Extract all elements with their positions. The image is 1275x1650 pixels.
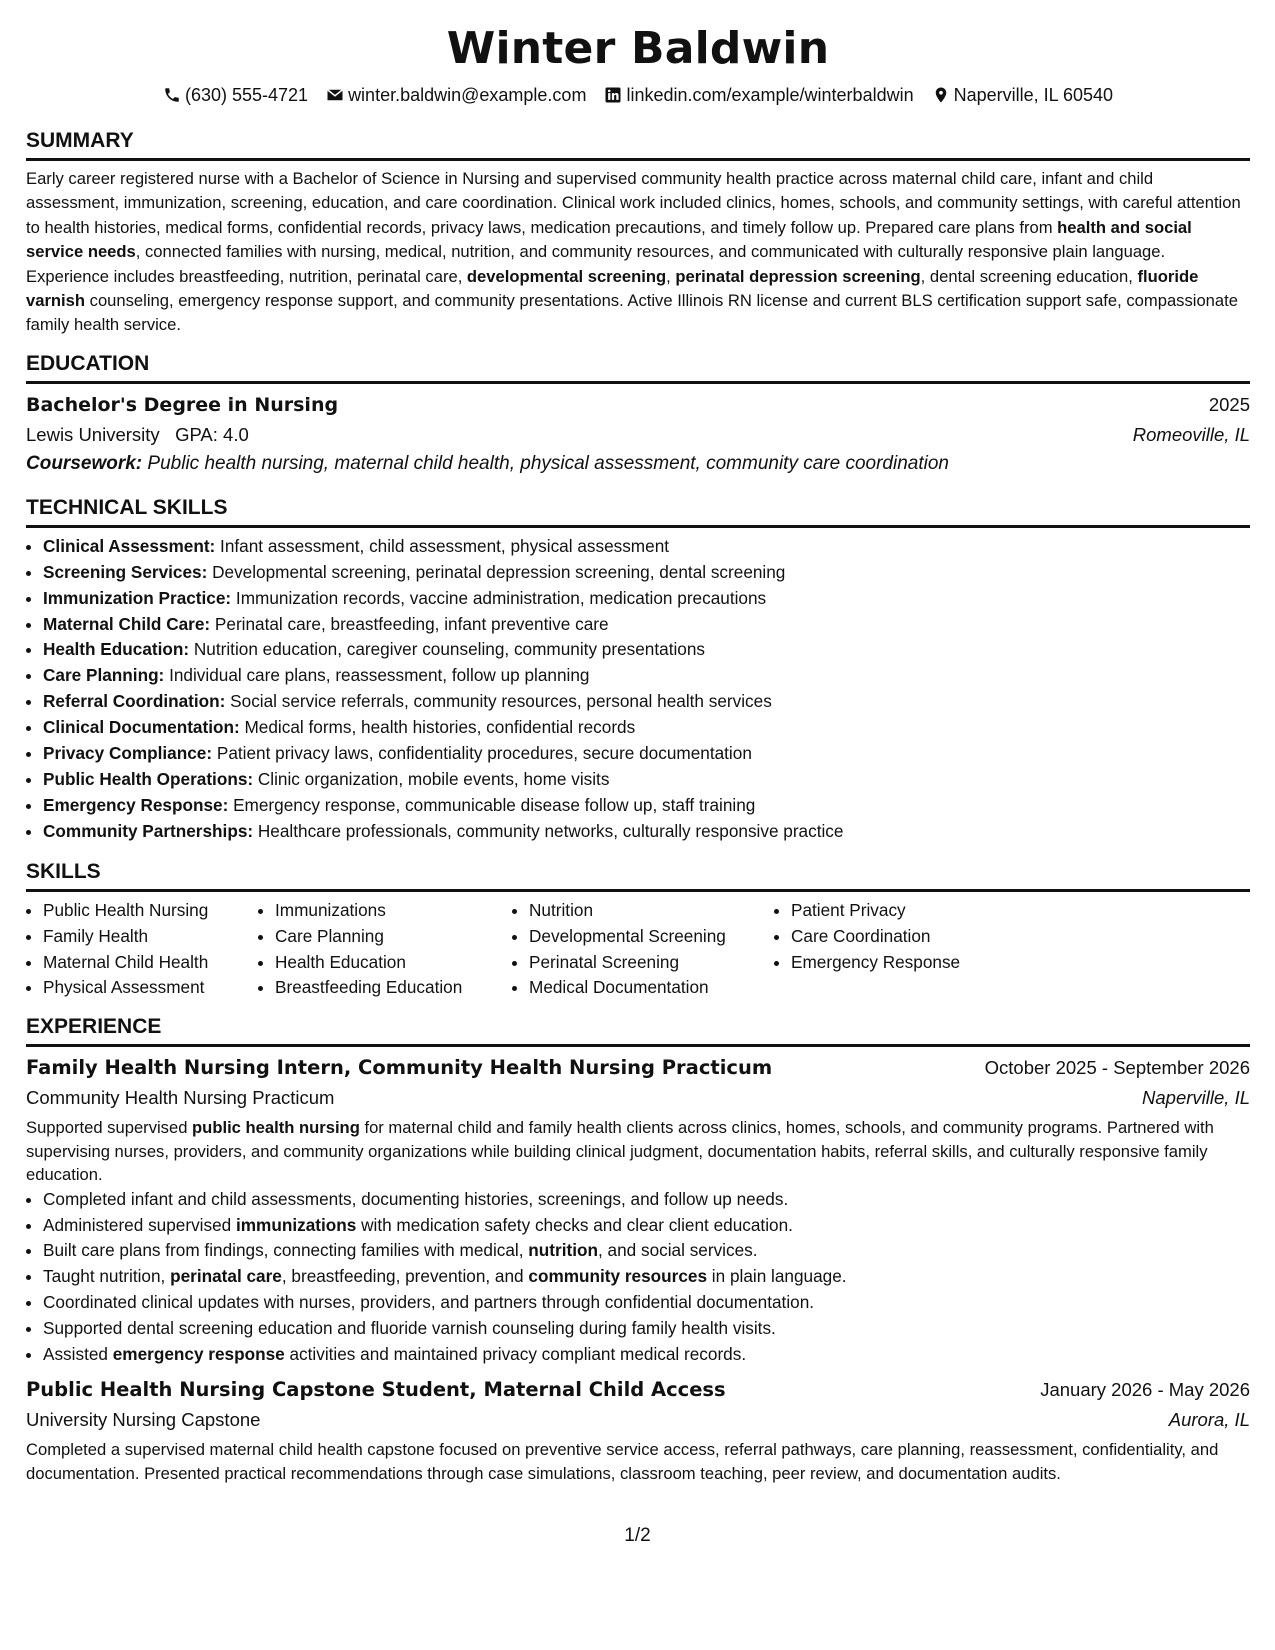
skill-item: • Breastfeeding Education xyxy=(275,975,512,1001)
resume-page xyxy=(26,18,1250,1485)
list-item: • Public Health Operations: Clinic organization, mobile events, home visits xyxy=(43,767,1250,793)
contact-bar xyxy=(26,82,1250,108)
summary-text: Early career registered nurse with a Bachelor of Science in Nursing and supervised community health practice across maternal child care, infant and child assessment, immunization, screening, education, and care coordination. Clinical work included clinics, homes, schools, and community settings, with careful attention to health histories, medical forms, confidential records, privacy laws, medication precautions, and timely follow up. Prepared care plans from health and social service needs, connected families with nursing, medical, nutrition, and community resources, and communicated with culturally responsive plain language. Experience includes breastfeeding, nutrition, perinatal care, developmental screening, perinatal depression screening, dental screening education, fluoride varnish counseling, emergency response support, and community presentations. Active Illinois RN license and current BLS certification support safe, compassionate family health service. xyxy=(26,169,1241,335)
list-item: • Community Partnerships: Healthcare professionals, community networks, culturally responsive practice xyxy=(43,819,1250,845)
list-item: • Immunization Practice: Immunization records, vaccine administration, medication precautions xyxy=(43,586,1250,612)
gpa: GPA: 4.0 xyxy=(175,423,249,445)
contact-location xyxy=(932,82,1113,108)
job-location: Naperville, IL xyxy=(1142,1087,1250,1109)
list-item: • Completed infant and child assessments, documenting histories, screenings, and follow up needs. xyxy=(43,1187,1250,1213)
school-name: Lewis University xyxy=(26,423,160,445)
technical-skills-heading: TECHNICAL SKILLS xyxy=(26,495,1250,528)
skill-item: • Public Health Nursing xyxy=(43,898,258,924)
page-number: 1/2 xyxy=(624,1525,651,1546)
phone-icon xyxy=(163,86,181,104)
job-dates: January 2026 - May 2026 xyxy=(1040,1379,1250,1401)
technical-skills-section xyxy=(26,495,1250,845)
job-entry-2 xyxy=(26,1375,1250,1485)
coursework: Coursework: Public health nursing, maternal child health, physical assessment, community care coordination xyxy=(26,452,949,474)
job-bullets xyxy=(26,1187,1250,1368)
skills-column-4 xyxy=(774,898,1051,1002)
list-item: • Supported dental screening education and fluoride varnish counseling during family health visits. xyxy=(43,1316,1250,1342)
skill-item: • Nutrition xyxy=(529,898,774,924)
skills-column-1 xyxy=(26,898,258,1002)
list-item: • Referral Coordination: Social service referrals, community resources, personal health services xyxy=(43,689,1250,715)
experience-heading: EXPERIENCE xyxy=(26,1014,1250,1047)
skill-item: • Care Planning xyxy=(275,924,512,950)
candidate-name: Winter Baldwin xyxy=(446,23,830,74)
list-item: • Assisted emergency response activities and maintained privacy compliant medical records. xyxy=(43,1342,1250,1368)
contact-email[interactable] xyxy=(326,82,586,108)
phone-text: (630) 555-4721 xyxy=(184,85,309,105)
job-description: Completed a supervised maternal child health capstone focused on preventive service access, referral pathways, care planning, reassessment, confidentiality, and documentation. Presented practical recommendations through case simulations, classroom teaching, peer review, and documentation audits. xyxy=(26,1440,1219,1483)
list-item: • Administered supervised immunizations with medication safety checks and clear client education. xyxy=(43,1213,1250,1239)
job-entry-1 xyxy=(26,1053,1250,1367)
skill-item: • Emergency Response xyxy=(791,950,1051,976)
job-org: Community Health Nursing Practicum xyxy=(26,1087,335,1109)
school-location: Romeoville, IL xyxy=(1132,423,1250,445)
skill-item: • Perinatal Screening xyxy=(529,950,774,976)
skill-item: • Care Coordination xyxy=(791,924,1051,950)
email-text: winter.baldwin@example.com xyxy=(348,85,587,105)
list-item: • Emergency Response: Emergency response, communicable disease follow up, staff training xyxy=(43,793,1250,819)
list-item: • Care Planning: Individual care plans, reassessment, follow up planning xyxy=(43,663,1250,689)
skill-item: • Family Health xyxy=(43,924,258,950)
contact-phone[interactable] xyxy=(163,82,308,108)
skills-column-3 xyxy=(512,898,774,1002)
degree-year: 2025 xyxy=(1208,393,1250,415)
list-item: • Built care plans from findings, connecting families with medical, nutrition, and social services. xyxy=(43,1238,1250,1264)
skill-item: • Developmental Screening xyxy=(529,924,774,950)
list-item: • Clinical Documentation: Medical forms, health histories, confidential records xyxy=(43,715,1250,741)
skill-item: • Physical Assessment xyxy=(43,975,258,1001)
job-location: Aurora, IL xyxy=(1168,1409,1250,1431)
job-org: University Nursing Capstone xyxy=(26,1409,261,1431)
list-item: • Taught nutrition, perinatal care, breastfeeding, prevention, and community resources in plain language. xyxy=(43,1264,1250,1290)
experience-section xyxy=(26,1014,1250,1485)
list-item: • Screening Services: Developmental screening, perinatal depression screening, dental screening xyxy=(43,560,1250,586)
list-item: • Health Education: Nutrition education, caregiver counseling, community presentations xyxy=(43,637,1250,663)
skill-item: • Maternal Child Health xyxy=(43,950,258,976)
technical-skills-list xyxy=(26,534,1250,845)
list-item: • Clinical Assessment: Infant assessment, child assessment, physical assessment xyxy=(43,534,1250,560)
summary-heading: SUMMARY xyxy=(26,128,1250,161)
school-line xyxy=(26,420,249,449)
skill-item: • Health Education xyxy=(275,950,512,976)
list-item: • Privacy Compliance: Patient privacy laws, confidentiality procedures, secure documentation xyxy=(43,741,1250,767)
skills-heading: SKILLS xyxy=(26,859,1250,892)
skills-grid xyxy=(26,898,1250,1002)
location-text: Naperville, IL 60540 xyxy=(953,85,1114,105)
job-title: Public Health Nursing Capstone Student, Maternal Child Access xyxy=(26,1378,726,1402)
education-section xyxy=(26,351,1250,479)
skill-item: • Patient Privacy xyxy=(791,898,1051,924)
envelope-icon xyxy=(326,86,344,104)
list-item: • Coordinated clinical updates with nurses, providers, and partners through confidential documentation. xyxy=(43,1290,1250,1316)
job-description: Supported supervised public health nursing for maternal child and family health clients across clinics, homes, schools, and community programs. Partnered with supervising nurses, providers, and community organizations while building clinical judgment, documentation habits, referral skills, and culturally responsive family education. xyxy=(26,1118,1214,1185)
map-pin-icon xyxy=(932,86,950,104)
job-title: Family Health Nursing Intern, Community Health Nursing Practicum xyxy=(26,1056,773,1080)
skill-item: • Medical Documentation xyxy=(529,975,774,1001)
contact-linkedin[interactable] xyxy=(604,82,913,108)
summary-section xyxy=(26,128,1250,338)
job-dates: October 2025 - September 2026 xyxy=(984,1057,1250,1079)
linkedin-text: linkedin.com/example/winterbaldwin xyxy=(626,85,914,105)
education-heading: EDUCATION xyxy=(26,351,1250,384)
linkedin-icon xyxy=(604,86,622,104)
skill-item: • Immunizations xyxy=(275,898,512,924)
skills-column-2 xyxy=(258,898,512,1002)
list-item: • Maternal Child Care: Perinatal care, breastfeeding, infant preventive care xyxy=(43,612,1250,638)
degree-title: Bachelor's Degree in Nursing xyxy=(26,393,339,416)
skills-section xyxy=(26,859,1250,1002)
